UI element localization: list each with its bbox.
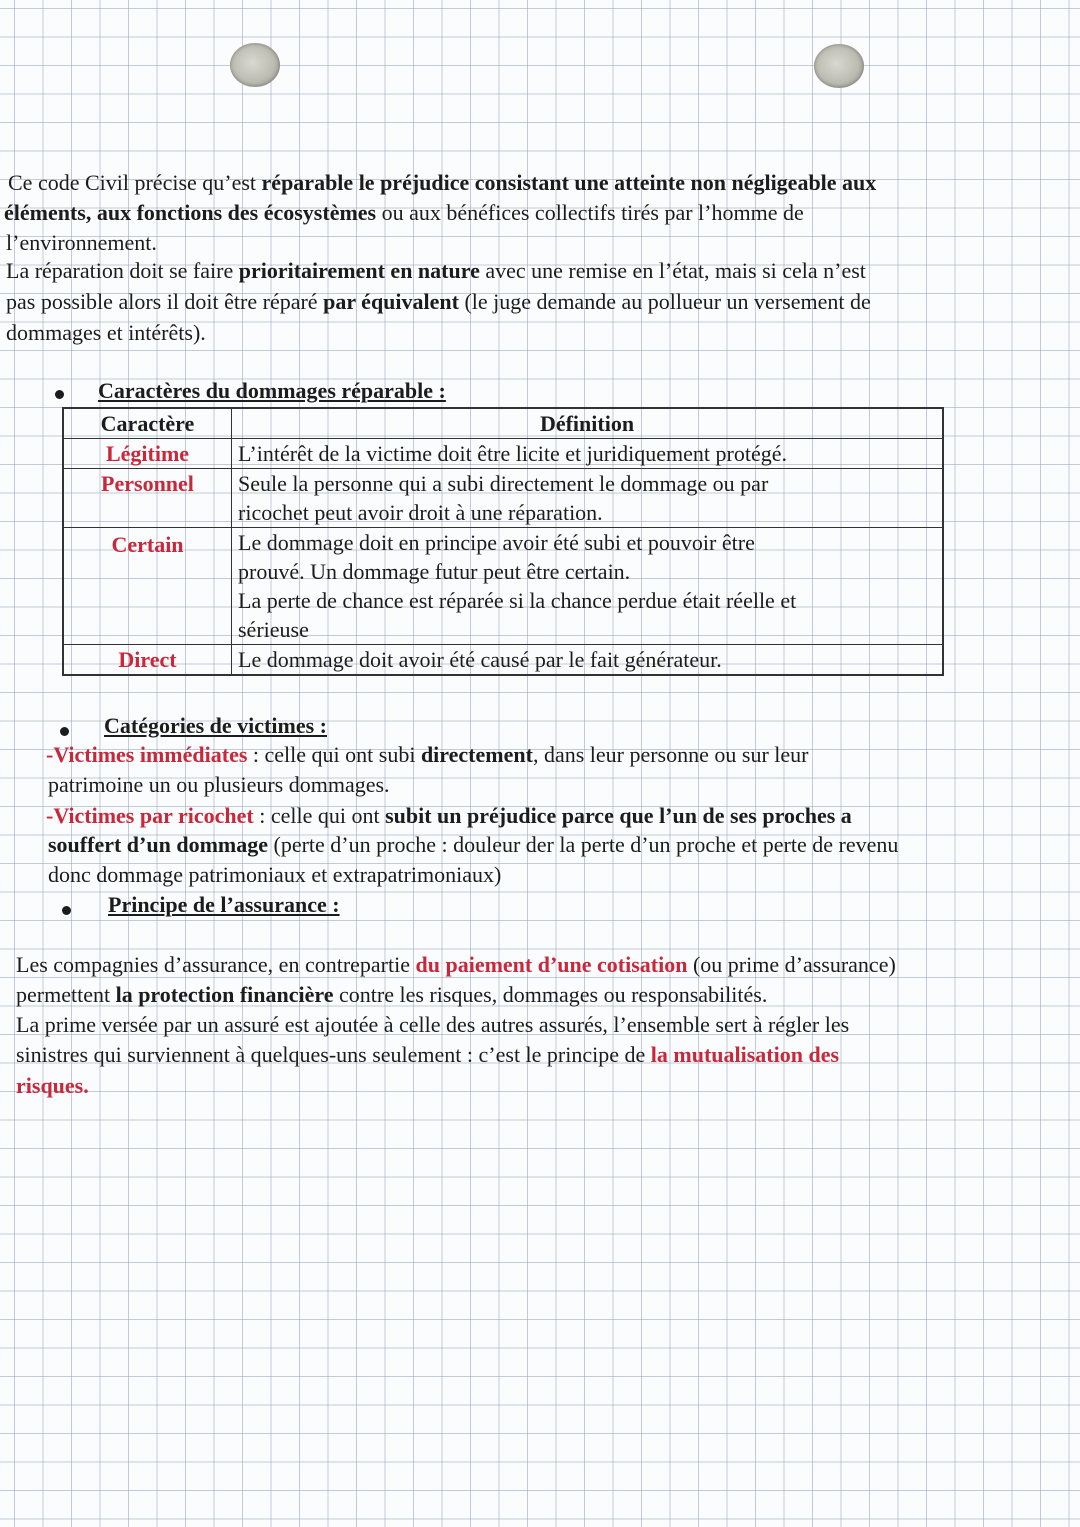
table-header-row — [63, 408, 943, 439]
table-header-definition: Définition — [232, 408, 944, 439]
table-row — [63, 439, 943, 469]
caracteres-heading: Caractères du dommages réparable : — [98, 378, 446, 403]
victimes-ricochet-line-3: donc dommage patrimoniaux et extrapatrimoniaux) — [48, 862, 502, 887]
caractere-cell: Certain — [63, 528, 232, 645]
caractere-cell: Personnel — [63, 469, 232, 528]
assurance-line-4: sinistres qui surviennent à quelques-uns seulement : c’est le principe de la mutualisation des — [16, 1042, 840, 1067]
victimes-immediates-line-1: -Victimes immédiates : celle qui ont subi directement, dans leur personne ou sur leur — [46, 742, 809, 767]
table-row — [63, 528, 943, 645]
caractere-cell: Légitime — [63, 439, 232, 469]
bullet-dot — [60, 727, 69, 736]
definition-cell: Seule la personne qui a subi directement le dommage ou par ricochet peut avoir droit à une réparation. — [232, 469, 944, 528]
binder-hole-left — [230, 43, 280, 87]
definition-cell: L’intérêt de la victime doit être licite et juridiquement protégé. — [232, 439, 944, 469]
assurance-line-2: permettent la protection financière contre les risques, dommages ou responsabilités. — [16, 982, 768, 1007]
intro-line-3: l’environnement. — [6, 230, 157, 255]
reparation-line-2: pas possible alors il doit être réparé par équivalent (le juge demande au pollueur un versement de — [6, 289, 871, 314]
assurance-line-5: risques. — [16, 1073, 89, 1098]
victimes-ricochet-line-2: souffert d’un dommage (perte d’un proche : douleur der la perte d’un proche et perte de revenu — [48, 832, 899, 857]
definition-cell: Le dommage doit en principe avoir été subi et pouvoir être prouvé. Un dommage futur peut être certain. La perte de chance est réparée si la chance perdue était réelle et sérieuse — [232, 528, 944, 645]
binder-hole-right — [814, 44, 864, 88]
victimes-heading: Catégories de victimes : — [104, 713, 327, 738]
victimes-immediates-line-2: patrimoine un ou plusieurs dommages. — [48, 772, 390, 797]
intro-line-2: éléments, aux fonctions des écosystèmes ou aux bénéfices collectifs tirés par l’homme de — [4, 200, 804, 225]
caracteres-table — [62, 407, 944, 676]
table-row — [63, 469, 943, 528]
caractere-cell: Direct — [63, 645, 232, 676]
table-header-caractere: Caractère — [63, 408, 232, 439]
bullet-dot — [55, 390, 64, 399]
assurance-line-1: Les compagnies d’assurance, en contrepartie du paiement d’une cotisation (ou prime d’assurance) — [16, 952, 896, 977]
reparation-line-1: La réparation doit se faire prioritairement en nature avec une remise en l’état, mais si cela n’est — [6, 258, 866, 283]
intro-line-1: Ce code Civil précise qu’est réparable le préjudice consistant une atteinte non négligeable aux — [8, 170, 877, 195]
table-row — [63, 645, 943, 676]
definition-cell: Le dommage doit avoir été causé par le fait générateur. — [232, 645, 944, 676]
assurance-line-3: La prime versée par un assuré est ajoutée à celle des autres assurés, l’ensemble sert à régler les — [16, 1012, 850, 1037]
victimes-ricochet-line-1: -Victimes par ricochet : celle qui ont subit un préjudice parce que l’un de ses proches a — [46, 803, 852, 828]
reparation-line-3: dommages et intérêts). — [6, 320, 206, 345]
assurance-heading: Principe de l’assurance : — [108, 892, 340, 917]
bullet-dot — [62, 906, 71, 915]
